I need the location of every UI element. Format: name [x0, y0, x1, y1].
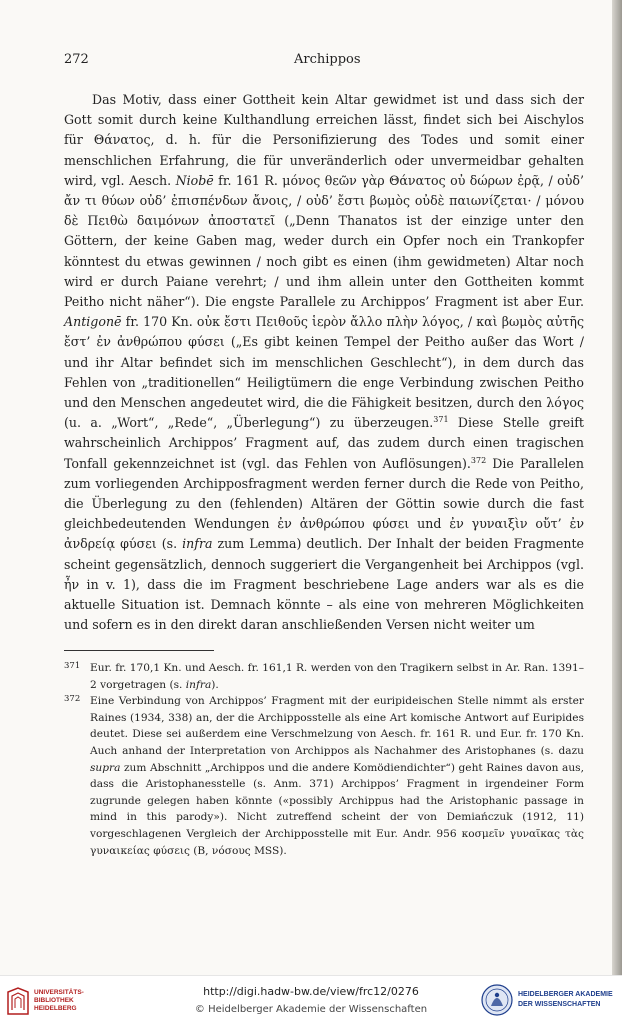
footnote-371 [64, 660, 584, 693]
footnote-number: 372 [64, 694, 81, 705]
ub-name-line: HEIDELBERG [34, 1005, 77, 1012]
ub-name-line: UNIVERSITÄTS- [34, 989, 84, 996]
body-text-italic: Niobē [175, 172, 214, 188]
viewer-footer [0, 975, 622, 1026]
body-text-segment: Diese Stelle greift wahrscheinlich Archippos’ Fragment auf, das zudem durch einen tragischen Tonfall gekennzeichnet ist (vgl. das Fehlen von Auflösungen). [64, 415, 584, 471]
page-number: 272 [64, 52, 89, 67]
page-edge [612, 0, 622, 975]
running-header [64, 52, 584, 70]
copyright-notice: © Heidelberger Akademie der Wissenschaften [194, 1004, 428, 1015]
footnote-italic: supra [90, 761, 121, 774]
academy-name-line: DER WISSENSCHAFTEN [518, 1001, 601, 1008]
body-text-segment: fr. 170 Kn. οὐκ ἔστι Πειθοῦς ἱερὸν ἄλλο πλὴν λόγος, / καὶ βωμὸς αὐτῆς ἔστ’ ἐν ἀνθρώπου φύσει („Es gibt keinen Tempel der Peitho außer das Wort / und ihr Altar befindet sich im menschlichen Geschlecht“), in dem durch das Fehlen von „traditionellen“ Heiligtümern die enge Verbindung zwischen Peitho und den Menschen angedeutet wird, die die Fähigkeit besitzen, durch den λόγος (u. a. „Wort“, „Rede“, „Überlegung“) zu überzeugen. [64, 314, 584, 431]
footnote-rule [64, 650, 214, 651]
footnote-text: Eine Verbindung von Archippos’ Fragment mit der euripideischen Stelle nimmt als erster Raines (1934, 338) an, der die Archipposstelle als eine Art komische Antwort auf Euripides deutet. Diese sei außerdem eine Verschmelzung von Aesch. fr. 161 R. und Eur. fr. 170 Kn. Auch anhand der Interpretation von Archippos als Nachahmer des Aristophanes (s. dazu [90, 695, 584, 757]
body-text-segment: Die Parallelen zum vorliegenden Archipposfragment werden ferner durch die Rede von Peitho, die Überlegung zu den (fehlenden) Altären der Göttin sowie durch die fast gleichbedeutenden Wendungen ἐν ἀνθρώπου φύσει und ἐν γυναιξὶν οὔτ’ ἐν ἀνδρείᾳ φύσει (s. [64, 455, 584, 552]
running-title: Archippos [294, 52, 361, 67]
footnotes [64, 660, 584, 859]
body-text-segment: Das Motiv, dass einer Gottheit kein Altar gewidmet ist und dass sich der Gott somit durch keine Kulthandlung erreichen lässt, findet sich bei Aischylos für Θάνατος, d. h. für die Personifizierung des Todes und somit einer menschlichen Erfahrung, die für unveränderlich oder unvermeidbar gehalten wird, vgl. Aesch. [64, 92, 584, 188]
body-paragraph [64, 90, 584, 635]
body-text-italic: Antigonē [64, 314, 122, 330]
footnote-372 [64, 693, 584, 859]
footnote-text: Eur. fr. 170,1 Kn. und Aesch. fr. 161,1 R. werden von den Tragikern selbst in Ar. Ran. 1391–2 vorgetragen (s. [90, 662, 584, 691]
academy-name [518, 990, 618, 1010]
footnote-ref-371[interactable]: 371 [433, 415, 449, 425]
page-url-link[interactable]: http://digi.hadw-bw.de/view/frc12/0276 [203, 985, 419, 998]
body-text-italic: infra [182, 536, 213, 552]
footnote-italic: infra [185, 678, 212, 691]
footnote-ref-372[interactable]: 372 [470, 455, 487, 465]
body-text-segment: zum Lemma) deutlich. Der Inhalt der beiden Fragmente scheint gegensätzlich, dennoch suggeriert die Vergangenheit bei Archippos (vgl. ἦν in v. 1), dass die im Fragment beschriebene Lage anders war als es die aktuelle Situation ist. Demnach könnte – als eine von mehreren Möglichkeiten und sofern es in den direkt daran anschließenden Versen nicht weiter um [64, 536, 584, 633]
footnote-text: zum Abschnitt „Archippos und die andere Komödiendichter“) geht Raines davon aus, dass die Aristophanesstelle (s. Anm. 371) Archippos’ Fragment in irgendeiner Form zugrunde gelegen haben könnte («possibly Archippus had the Aristophanic passage in mind in this parody»). Nicht zutreffend scheint der von Demiańczuk (1912, 11) vorgeschlagenen Vergleich der Archipposstelle mit Eur. Andr. 956 κοσμεῖν γυναῖκας τὰς γυναικείας φύσεις (B, νόσους MSS). [90, 761, 584, 857]
academy-seal-icon[interactable] [480, 982, 514, 1018]
ub-name-line: BIBLIOTHEK [34, 997, 74, 1004]
footnote-text: ). [211, 678, 219, 691]
academy-name-line: HEIDELBERGER AKADEMIE [518, 991, 613, 998]
body-text-segment: fr. 161 R. μόνος θεῶν γὰρ Θάνατος οὐ δώρων ἐρᾷ, / οὐδ’ ἄν τι θύων οὐδ’ ἐπισπένδων ἄνοις, / οὐδ’ ἔστι βωμὸς οὐδὲ παιωνίζεται· / μόνου δὲ Πειθὼ δαιμόνων ἀποστατεῖ („Denn Thanatos ist der einzige unter den Göttern, der keine Gaben mag, weder durch ein Opfer noch ein Trankopfer könntest du etwas gewinnen / noch gibt es einen (ihm gewidmeten) Altar noch wird er durch Paiane verehrt; / und ihm allein unter den Gottheiten kommt Peitho nicht näher“). Die engste Parallele zu Archippos’ Fragment ist aber Eur. [64, 172, 584, 310]
footnote-number: 371 [64, 661, 81, 671]
